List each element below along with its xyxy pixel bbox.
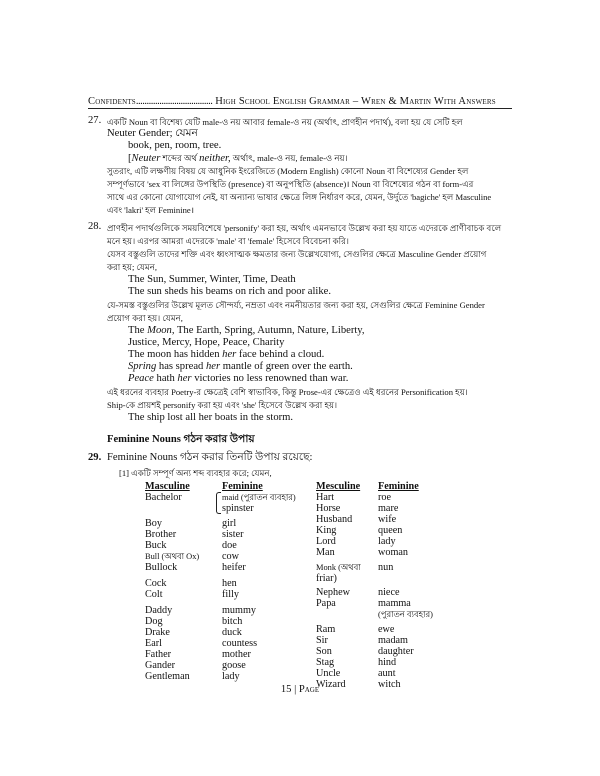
masculine-cell: Gentleman — [145, 671, 190, 682]
masculine-cell: Stag — [316, 657, 335, 668]
para-28-line-2: মনে হয়। এরপর আমরা এদেরকে 'male' বা 'female' হিসেবে বিবেচনা করি। — [107, 236, 349, 246]
masculine-cell: Papa — [316, 598, 336, 609]
feminine-cell: lady — [378, 536, 396, 547]
para-29-line-1: Feminine Nouns গঠন করার তিনটি উপায় রয়েছে: — [107, 452, 313, 463]
feminine-cell: maid (পুরাতন ব্যবহার) — [222, 493, 296, 502]
page-footer: 15 | Page — [280, 684, 320, 695]
masculine-cell: Monk (অথবা — [316, 563, 361, 572]
masculine-cell: Buck — [145, 540, 167, 551]
feminine-cell: lady — [222, 671, 240, 682]
masculine-cell: Nephew — [316, 587, 350, 598]
col-header-feminine-2: Feminine — [378, 481, 419, 492]
para-29-line-2: [1] একটি সম্পূর্ণ অন্য শব্দ ব্যবহার করে; যেমন, — [119, 468, 272, 478]
para-28-line-12: Spring has spread her mantle of green over the earth. — [128, 361, 353, 372]
masculine-cell: Brother — [145, 529, 177, 540]
para-27-note: [Neuter শব্দের অর্থ neither, অর্থাৎ, male-ও নয়, female-ও নয়। — [128, 153, 348, 164]
masculine-cell: Son — [316, 646, 332, 657]
masculine-cell: Boy — [145, 518, 162, 529]
para-27-line-8: এবং 'lakri' হল Feminine। — [107, 205, 194, 215]
header-left: Confidents — [88, 96, 136, 107]
masculine-cell: Bachelor — [145, 492, 182, 503]
feminine-cell: heifer — [222, 562, 246, 573]
feminine-cell: filly — [222, 589, 239, 600]
feminine-cell: wife — [378, 514, 397, 525]
masculine-cell: Lord — [316, 536, 336, 547]
para-28-line-4: করা হয়; যেমন, — [107, 262, 157, 272]
feminine-cell: (পুরাতন ব্যবহার) — [378, 610, 433, 619]
para-27-line-6: সম্পূর্ণভাবে 'sex বা লিঙ্গের উপস্থিতি (presence) বা অনুপস্থিতি (absence)। Noun বা বিশেষ্যের গঠন বা form-এর — [107, 179, 474, 189]
feminine-cell: girl — [222, 518, 237, 529]
masculine-cell: Hart — [316, 492, 335, 503]
para-27-line-1: একটি Noun বা বিশেষ্য যেটি male-ও নয় আবার female-ও নয় (অর্থাৎ, প্রাণহীন পদার্থ), বলা হয় যে সেটি হল — [107, 117, 463, 127]
feminine-cell: witch — [378, 679, 401, 690]
masculine-cell: Husband — [316, 514, 353, 525]
masculine-cell: Colt — [145, 589, 163, 600]
masculine-cell: Bull (অথবা Ox) — [145, 552, 200, 561]
item-number-29: 29. — [88, 452, 102, 463]
masculine-cell: Sir — [316, 635, 328, 646]
para-28-line-16: The ship lost all her boats in the storm. — [128, 412, 294, 423]
feminine-cell: mother — [222, 649, 251, 660]
feminine-cell: nun — [378, 562, 394, 573]
para-28-line-3: যেসব বস্তুগুলি তাদের শক্তি এবং ধ্বংসাত্মক ক্ষমতার জন্য উল্লেখযোগ্য, সেগুলির ক্ষেত্রে Masculine Gender প্রয়োগ — [107, 249, 487, 259]
feminine-cell: mare — [378, 503, 399, 514]
masculine-cell: King — [316, 525, 337, 536]
feminine-cell: countess — [222, 638, 258, 649]
feminine-cell: spinster — [222, 503, 254, 514]
feminine-cell: mamma — [378, 598, 411, 609]
feminine-cell: woman — [378, 547, 408, 558]
feminine-cell: daughter — [378, 646, 414, 657]
para-28-line-14: এই ধরনের ব্যবহার Poetry-র ক্ষেত্রেই বেশি স্বাভাবিক, কিন্তু Prose-এর ক্ষেত্রেও এই ধরনের Personification হয়। — [107, 387, 468, 397]
masculine-cell: Ram — [316, 624, 336, 635]
masculine-cell: Dog — [145, 616, 163, 627]
col-header-masculine-1: Masculine — [145, 481, 190, 492]
para-28-line-15: Ship-কে প্রায়শই personify করা হয় এবং 'she' হিসেবে উল্লেখ করা হয়। — [107, 400, 338, 410]
para-28-line-8: প্রয়োগ করা হয়। যেমন, — [107, 313, 183, 323]
masculine-cell: Horse — [316, 503, 341, 514]
para-28-line-5: The Sun, Summer, Winter, Time, Death — [128, 274, 296, 285]
para-28-line-9: The Moon, The Earth, Spring, Autumn, Nature, Liberty, — [128, 325, 365, 336]
feminine-cell: duck — [222, 627, 242, 638]
feminine-cell: doe — [222, 540, 237, 551]
masculine-cell: Cock — [145, 578, 167, 589]
masculine-cell: Man — [316, 547, 335, 558]
feminine-cell: ewe — [378, 624, 395, 635]
para-27-line-7: সাথে এর কোনো যোগাযোগ নেই, যা অন্যান্য ভাষার ক্ষেত্রে লিঙ্গ নির্ধারণ করে, যেমন, উর্দুতে 'bagiche' হল Masculine — [107, 192, 492, 202]
brace-mark — [216, 492, 221, 514]
col-header-masculine-2: Mesculine — [316, 481, 361, 492]
col-header-feminine-1: Feminine — [222, 481, 263, 492]
masculine-cell: Drake — [145, 627, 170, 638]
section-heading: Feminine Nouns গঠন করার উপায় — [107, 434, 255, 445]
feminine-cell: goose — [222, 660, 246, 671]
page-number: 15 — [280, 684, 292, 695]
masculine-cell: Wizard — [316, 679, 346, 690]
para-28-line-11: The moon has hidden her face behind a cloud. — [128, 349, 325, 360]
para-27-examples: book, pen, room, tree. — [128, 140, 222, 151]
header-dots: .................................... — [135, 96, 213, 107]
item-number-27: 27. — [88, 115, 102, 126]
para-28-line-10: Justice, Mercy, Hope, Peace, Charity — [128, 337, 285, 348]
header-right: High School English Grammar – Wren & Martin With Answers — [215, 96, 496, 107]
masculine-cell: friar) — [316, 573, 337, 584]
masculine-cell: Daddy — [145, 605, 173, 616]
para-28-line-1: প্রাণহীন পদার্থগুলিকে সময়বিশেষে 'personify' করা হয়, অর্থাৎ এমনভাবে উল্লেখ করা হয় যাতে এদেরকে প্রাণীবাচক বলে — [107, 223, 502, 233]
feminine-cell: bitch — [222, 616, 243, 627]
page-word: Page — [298, 684, 320, 695]
masculine-cell: Earl — [145, 638, 162, 649]
feminine-cell: madam — [378, 635, 408, 646]
masculine-cell: Father — [145, 649, 172, 660]
feminine-cell: roe — [378, 492, 392, 503]
feminine-cell: sister — [222, 529, 244, 540]
item-number-28: 28. — [88, 221, 102, 232]
feminine-cell: niece — [378, 587, 400, 598]
feminine-cell: cow — [222, 551, 239, 562]
masculine-cell: Gander — [145, 660, 175, 671]
feminine-cell: hen — [222, 578, 237, 589]
masculine-cell: Bullock — [145, 562, 178, 573]
para-28-line-13: Peace hath her victories no less renowned than war. — [128, 373, 349, 384]
para-27-line-5: সুতরাং, এটি লক্ষণীয় বিষয় যে আধুনিক ইংরেজিতে (Modern English) কোনো Noun বা বিশেষ্যের Gender হল — [107, 166, 469, 176]
para-27-line-2: Neuter Gender; যেমন — [107, 128, 198, 139]
para-28-line-6: The sun sheds his beams on rich and poor alike. — [128, 286, 332, 297]
feminine-cell: aunt — [378, 668, 396, 679]
para-28-line-7: যে-সমস্ত বস্তুগুলির উল্লেখ মূলত সৌন্দর্য্য, নম্রতা এবং নমনীয়তার জন্য করা হয়, সেগুলির ক্ষেত্রে Feminine Gender — [107, 300, 485, 310]
feminine-cell: hind — [378, 657, 397, 668]
feminine-cell: queen — [378, 525, 403, 536]
masculine-cell: Uncle — [316, 668, 341, 679]
feminine-cell: mummy — [222, 605, 256, 616]
